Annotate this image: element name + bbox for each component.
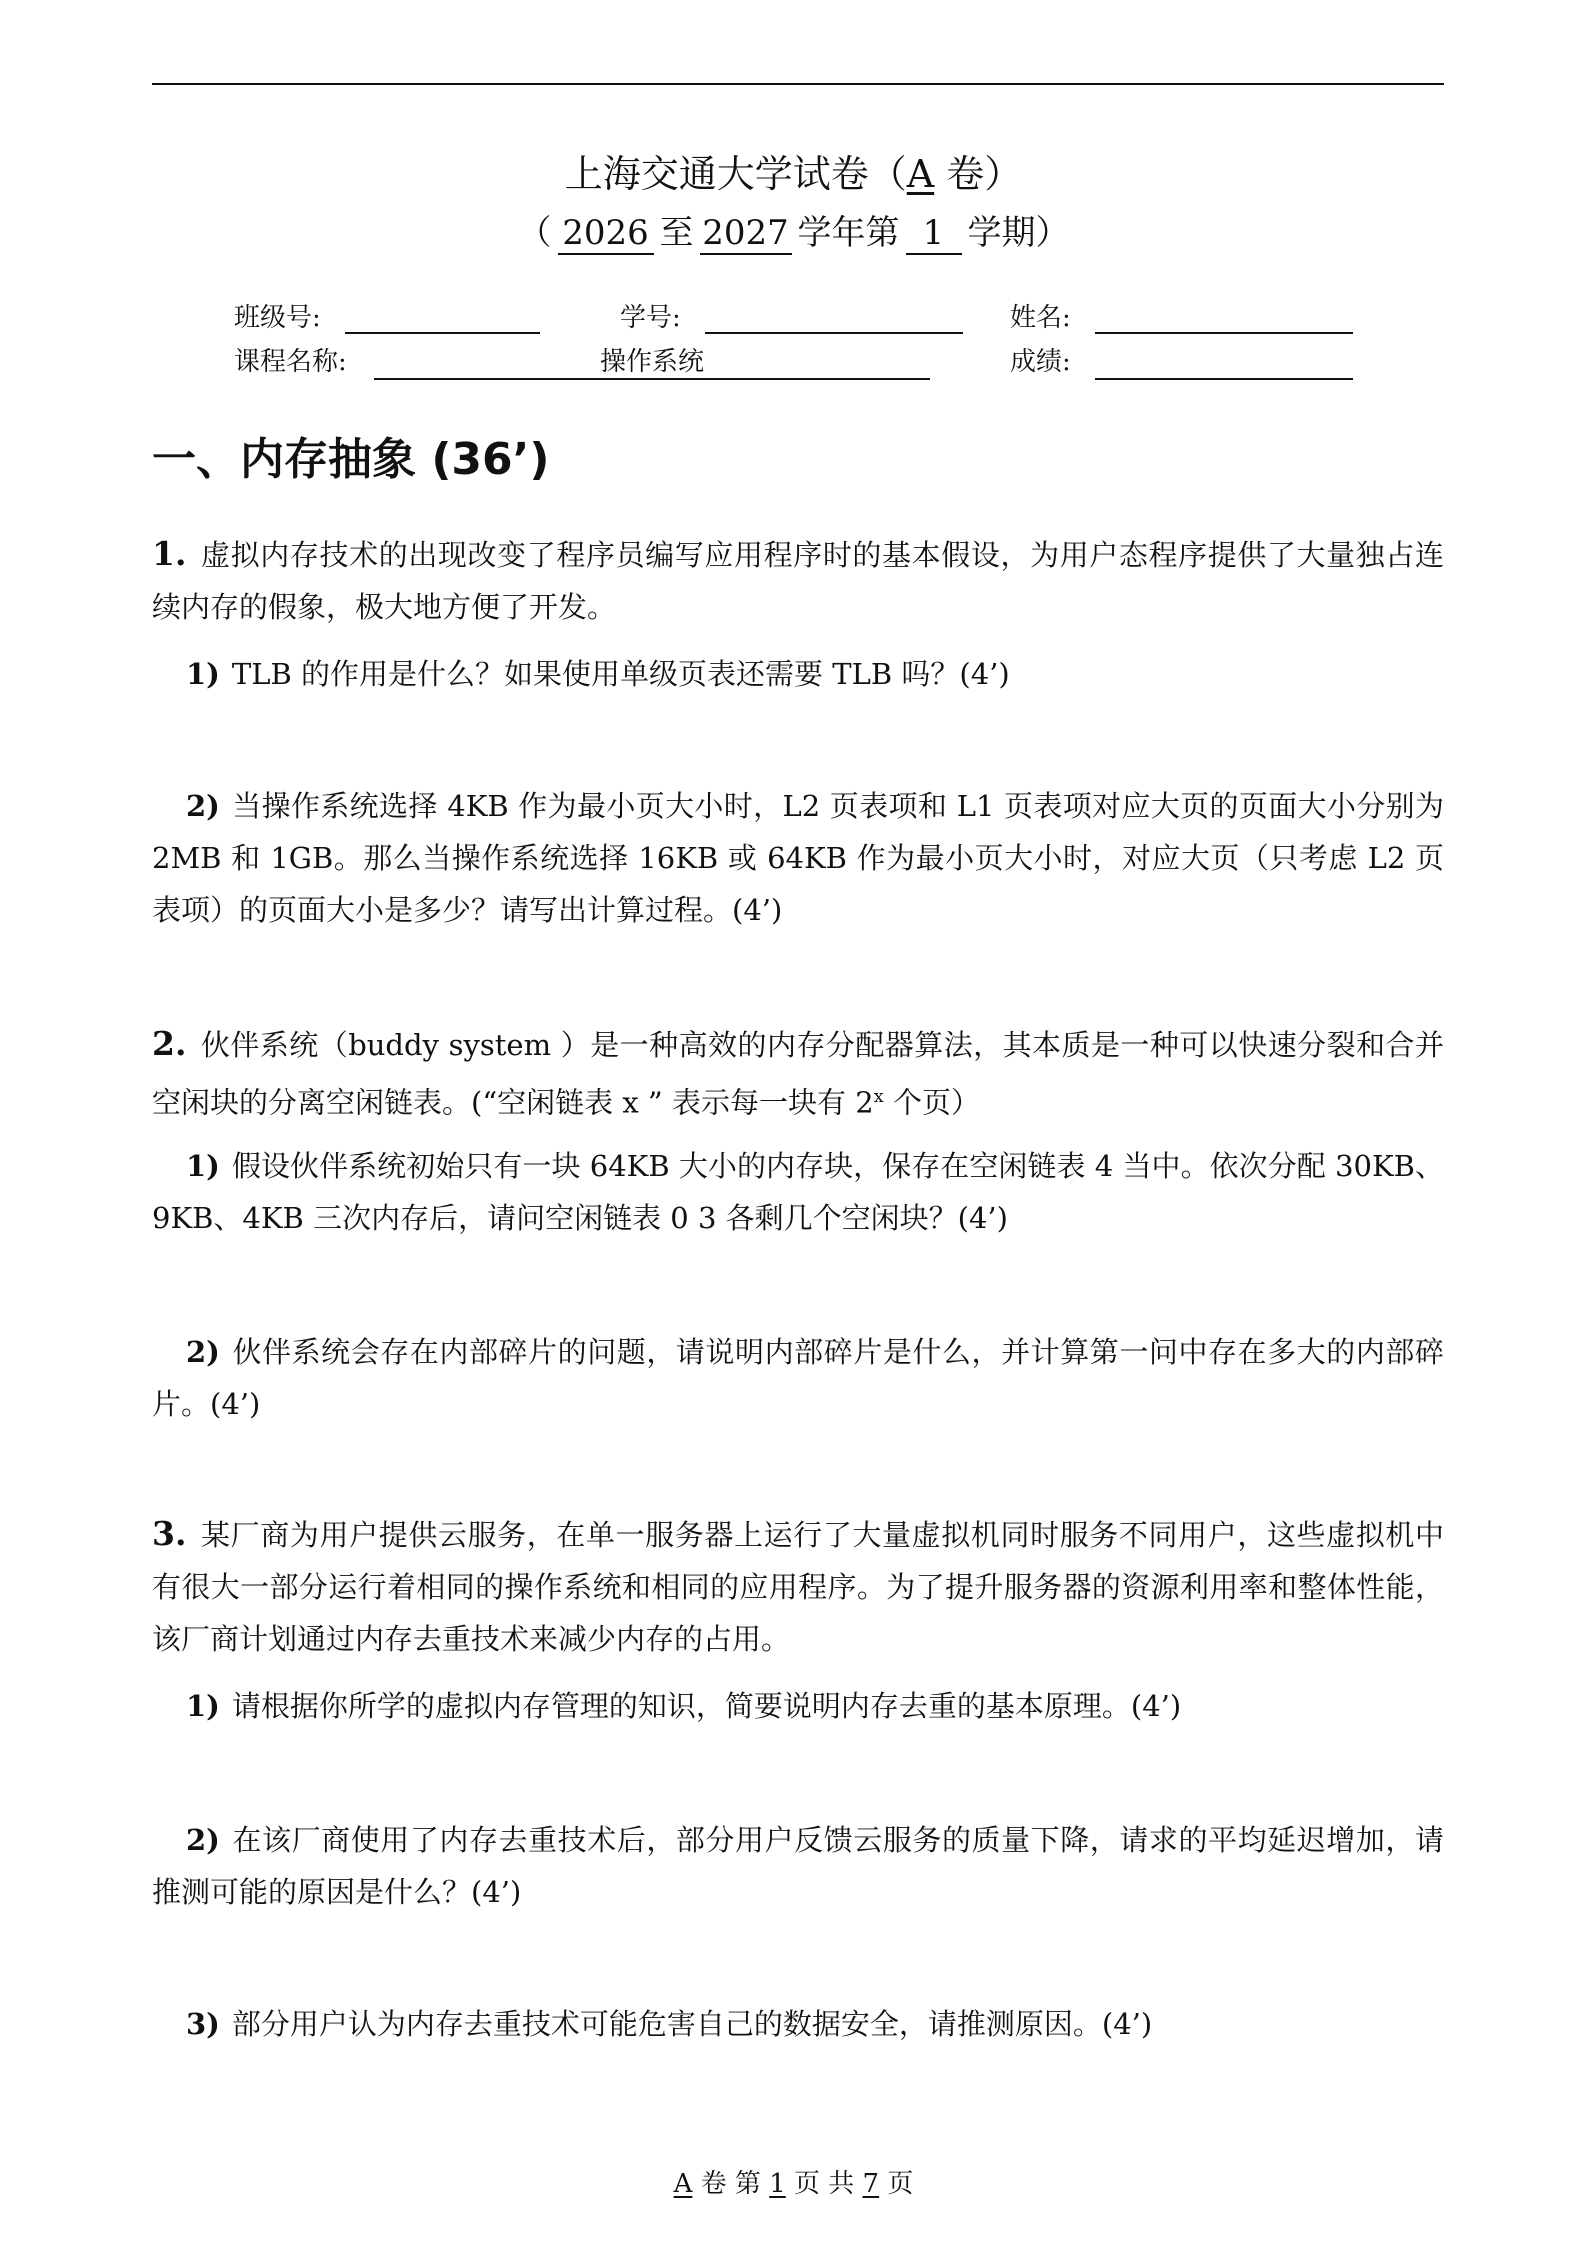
class-field[interactable] [345, 332, 540, 334]
footer-page: 1 [769, 2169, 786, 2199]
course-label: 课程名称: [234, 347, 347, 377]
question-text-a: 伙伴系统（buddy system ）是一种高效的内存分配器算法，其本质是一种可以快速分裂和合并空闲块的分离空闲链表。(“空闲链表 x ” 表示每一块有 2 [152, 1028, 1444, 1120]
sub-text: 部分用户认为内存去重技术可能危害自己的数据安全，请推测原因。(4’) [231, 2007, 1153, 2041]
footer-word-3: 页 [879, 2169, 914, 2199]
sub-number: 2) [186, 1335, 220, 1369]
course-field [374, 378, 930, 380]
question-text: 虚拟内存技术的出现改变了程序员编写应用程序时的基本假设，为用户态程序提供了大量独占连续内存的假象，极大地方便了开发。 [152, 538, 1444, 624]
student-id-field[interactable] [705, 332, 963, 334]
sub-text: 当操作系统选择 4KB 作为最小页大小时，L2 页表项和 L1 页表项对应大页的页面大小分别为 2MB 和 1GB。那么当操作系统选择 16KB 或 64KB 作为最小页大小时，对应大页（只考虑 L2 页表项）的页面大小是多少？请写出计算过程。(4’) [152, 789, 1444, 927]
score-field[interactable] [1095, 378, 1353, 380]
question-3-sub-1 [152, 1680, 1444, 1732]
term-to: 至 [659, 213, 694, 253]
student-id-label: 学号: [620, 303, 681, 333]
semester-number: 1 [906, 213, 962, 255]
title-prefix: 上海交通大学试卷（ [564, 152, 907, 196]
sub-text: 在该厂商使用了内存去重技术后，部分用户反馈云服务的质量下降，请求的平均延迟增加，请推测可能的原因是什么？(4’) [152, 1823, 1444, 1909]
question-2-sub-2 [152, 1326, 1444, 1430]
question-text-b: 个页） [883, 1085, 981, 1120]
sub-text: 请根据你所学的虚拟内存管理的知识，简要说明内存去重的基本原理。(4’) [231, 1689, 1182, 1723]
sub-number: 1) [186, 1149, 220, 1183]
question-2 [152, 1018, 1444, 1129]
sub-number: 2) [186, 1823, 220, 1857]
year-end: 2027 [700, 213, 792, 255]
year-start: 2026 [558, 213, 654, 255]
sub-text: TLB 的作用是什么？如果使用单级页表还需要 TLB 吗？(4’) [231, 657, 1010, 691]
sub-number: 1) [186, 1689, 220, 1723]
question-1-sub-1 [152, 648, 1444, 700]
page-footer [0, 2164, 1587, 2204]
section-heading: 一、内存抽象 (36’) [152, 434, 550, 485]
sub-text: 伙伴系统会存在内部碎片的问题，请说明内部碎片是什么，并计算第一问中存在多大的内部碎片。(4’) [152, 1335, 1444, 1421]
top-rule [152, 83, 1444, 85]
question-3-sub-2 [152, 1814, 1444, 1918]
sub-text: 假设伙伴系统初始只有一块 64KB 大小的内存块，保存在空闲链表 4 当中。依次分配 30KB、9KB、4KB 三次内存后，请问空闲链表 0 3 各剩几个空闲块？(4’) [152, 1149, 1444, 1235]
footer-word-2: 页 共 [785, 2169, 863, 2199]
question-3 [152, 1508, 1444, 1665]
class-label: 班级号: [234, 303, 321, 333]
sub-number: 3) [186, 2007, 220, 2041]
term-end: 学期） [967, 213, 1070, 253]
sub-number: 1) [186, 657, 220, 691]
paper-version: A [906, 152, 935, 196]
score-label: 成绩: [1010, 347, 1071, 377]
title-suffix: 卷） [934, 152, 1023, 196]
term-mid: 学年第 [797, 213, 900, 253]
term-open: （ [517, 213, 552, 253]
footer-paper: A [673, 2169, 693, 2199]
footer-word-1: 卷 第 [692, 2169, 770, 2199]
question-1-sub-2 [152, 780, 1444, 936]
name-field[interactable] [1095, 332, 1353, 334]
question-number: 2. [152, 1024, 187, 1063]
footer-total: 7 [862, 2169, 880, 2199]
sub-number: 2) [186, 789, 220, 823]
academic-term [0, 208, 1587, 258]
question-text: 某厂商为用户提供云服务，在单一服务器上运行了大量虚拟机同时服务不同用户，这些虚拟机中有很大一部分运行着相同的操作系统和相同的应用程序。为了提升服务器的资源利用率和整体性能，该厂商计划通过内存去重技术来减少内存的占用。 [152, 1518, 1444, 1656]
exam-title [0, 148, 1587, 200]
course-value: 操作系统 [599, 347, 704, 377]
question-2-sub-1 [152, 1140, 1444, 1244]
question-3-sub-3 [152, 1998, 1444, 2050]
name-label: 姓名: [1010, 303, 1071, 333]
superscript-x: x [873, 1086, 884, 1107]
question-number: 1. [152, 534, 187, 573]
question-1 [152, 528, 1444, 633]
question-number: 3. [152, 1514, 187, 1553]
